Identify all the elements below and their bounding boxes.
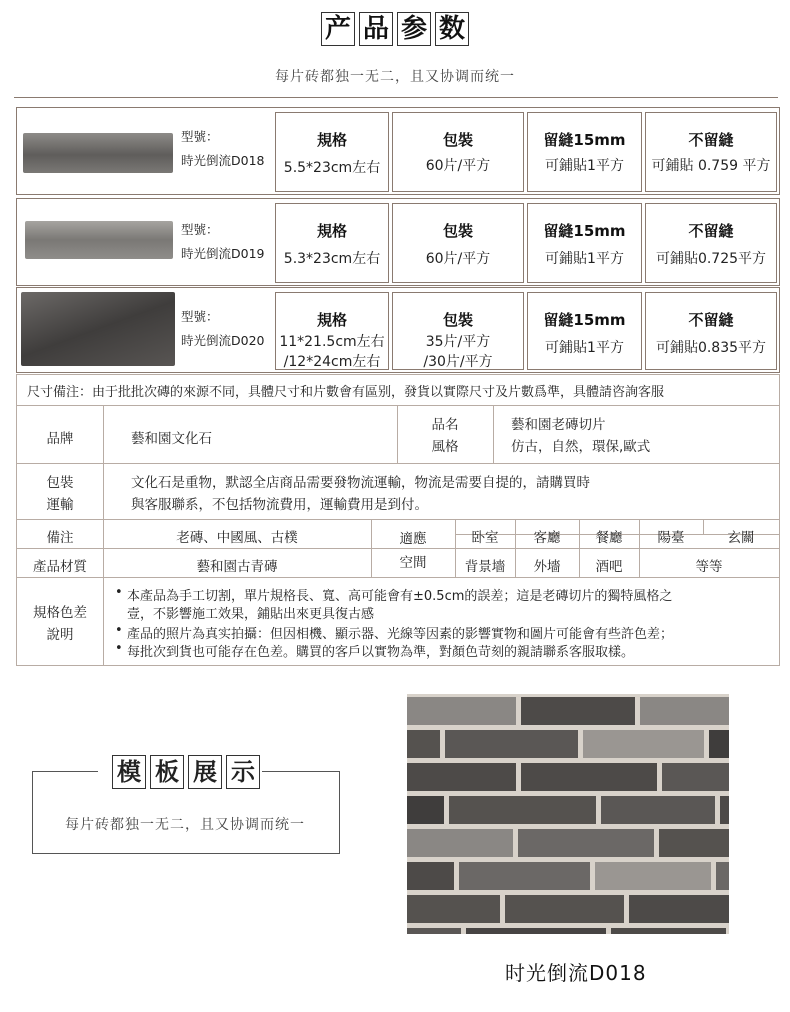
spec-value: /12*24cm左右	[283, 354, 381, 370]
wall-brick	[662, 763, 729, 791]
brick-image	[25, 221, 173, 259]
title-char: 品	[359, 12, 393, 46]
wall-brick	[720, 796, 729, 824]
title-char: 示	[226, 755, 260, 789]
note-line: 每批次到貨也可能存在色差。購買的客戶以實物為準，對顏色苛刻的親請聯系客服取樣。	[127, 645, 635, 660]
brick-image	[23, 133, 173, 173]
pack-cell	[392, 112, 524, 192]
wall-brick	[407, 697, 516, 725]
space-item: 卧室	[471, 530, 499, 546]
wall-brick	[521, 763, 657, 791]
model-name: 時光倒流D020	[181, 333, 265, 348]
spec-value: 5.3*23cm左右	[283, 251, 381, 267]
space-item: 客廳	[533, 530, 561, 546]
gap-value: 可鋪貼1平方	[545, 340, 624, 356]
material-label: 產品材質	[33, 559, 87, 575]
pack-value: 60片/平方	[425, 158, 491, 174]
title-char: 参	[397, 12, 431, 46]
nogap-heading: 不留縫	[688, 222, 734, 240]
note-line: 產品的照片為真实拍攝：但因相機、顯示器、光線等因素的影響實物和圖片可能會有些許色差；	[127, 627, 674, 642]
brick-wall-svg	[407, 694, 729, 934]
brick-wall-image	[407, 694, 729, 934]
pack-value: 60片/平方	[425, 251, 491, 267]
nogap-value: 可鋪貼0.835平方	[655, 340, 767, 356]
wall-brick	[716, 862, 729, 890]
pack-value: /30片/平方	[423, 354, 493, 370]
wall-brick	[407, 829, 513, 857]
remark-label: 備注	[46, 530, 74, 546]
wall-brick	[505, 895, 624, 923]
space-item: 等等	[695, 559, 723, 575]
wall-brick	[611, 928, 726, 934]
title-char: 模	[112, 755, 146, 789]
gap-cell	[527, 292, 642, 370]
wall-brick	[583, 730, 704, 758]
gap-value: 可鋪貼1平方	[545, 158, 624, 174]
nogap-cell	[645, 203, 777, 283]
pack-value: 35片/平方	[425, 334, 491, 350]
nogap-value: 可鋪貼 0.759 平方	[651, 158, 771, 174]
wall-brick	[449, 796, 596, 824]
style-label: 風格	[431, 439, 459, 455]
space-label: 適應	[399, 531, 427, 547]
ship-label: 包裝	[46, 475, 74, 491]
color-label: 說明	[46, 627, 74, 643]
note-line: 壹，不影響施工效果，鋪貼出來更具復古感	[127, 607, 375, 622]
pack-cell	[392, 203, 524, 283]
wall-brick	[466, 928, 606, 934]
space-item: 餐廳	[595, 530, 623, 546]
nogap-heading: 不留縫	[688, 131, 734, 149]
ship-label: 運輸	[46, 497, 74, 513]
pack-heading: 包裝	[442, 311, 473, 329]
product-caption: 时光倒流D018	[505, 961, 647, 985]
wall-brick	[601, 796, 715, 824]
wall-brick	[459, 862, 590, 890]
wall-brick	[407, 862, 454, 890]
product-card-d018	[16, 107, 780, 195]
spec-value: 11*21.5cm左右	[279, 334, 385, 350]
title-char: 数	[435, 12, 469, 46]
ship-text: 文化石是重物，默認全店商品需要發物流運輸，物流是需要自提的，請購買時	[131, 475, 590, 491]
info-table	[16, 374, 780, 666]
wall-brick	[709, 730, 729, 758]
nogap-value: 可鋪貼0.725平方	[655, 251, 767, 267]
space-item: 酒吧	[595, 559, 623, 575]
model-name: 時光倒流D018	[181, 153, 265, 168]
title-char: 板	[150, 755, 184, 789]
gap-heading: 留縫15mm	[543, 311, 626, 329]
pack-heading: 包裝	[442, 131, 473, 149]
space-item: 外墻	[533, 559, 561, 575]
product-card-d019	[16, 198, 780, 286]
template-title	[110, 755, 262, 789]
gap-heading: 留縫15mm	[543, 222, 626, 240]
gap-cell	[527, 112, 642, 192]
model-name: 時光倒流D019	[181, 246, 265, 261]
material-value: 藝和園古青磚	[196, 559, 278, 575]
size-note: 尺寸備注：由于批批次磚的來源不同，具體尺寸和片數會有區别，發貨以實際尺寸及片數爲準，具體請咨詢客服	[27, 385, 665, 400]
spec-cell	[275, 203, 389, 283]
name-value: 藝和園老磚切片	[511, 417, 606, 433]
template-subtitle: 每片砖都独一无二，且又协调而统一	[65, 817, 305, 833]
space-item: 陽臺	[657, 530, 685, 546]
divider	[14, 97, 778, 98]
brand-value: 藝和園文化石	[131, 431, 212, 447]
wall-brick	[521, 697, 635, 725]
brick-image	[21, 292, 175, 366]
color-label: 規格色差	[33, 605, 87, 621]
nogap-cell	[645, 112, 777, 192]
spec-heading: 規格	[316, 311, 347, 329]
nogap-heading: 不留縫	[688, 311, 734, 329]
note-bullet: •	[115, 623, 123, 638]
note-bullet: •	[115, 641, 123, 656]
space-item: 玄關	[727, 530, 755, 546]
title-char: 展	[188, 755, 222, 789]
divider	[32, 771, 98, 772]
gap-value: 可鋪貼1平方	[545, 251, 624, 267]
wall-brick	[659, 829, 729, 857]
spec-cell	[275, 112, 389, 192]
nogap-cell	[645, 292, 777, 370]
space-label: 空間	[399, 555, 427, 571]
wall-brick	[407, 796, 444, 824]
wall-brick	[629, 895, 729, 923]
title-char: 产	[321, 12, 355, 46]
wall-brick	[640, 697, 729, 725]
product-card-d020	[16, 287, 780, 373]
page-title	[0, 12, 790, 46]
spec-value: 5.5*23cm左右	[283, 160, 381, 176]
model-label: 型號：	[181, 309, 219, 324]
pack-cell	[392, 292, 524, 370]
wall-brick	[595, 862, 711, 890]
wall-brick	[518, 829, 654, 857]
wall-brick	[407, 928, 461, 934]
gap-cell	[527, 203, 642, 283]
wall-brick	[445, 730, 578, 758]
note-line: 本產品為手工切割，單片規格長、寬、高可能會有±0.5cm的誤差；這是老磚切片的獨特風格之	[127, 589, 673, 604]
wall-brick	[407, 730, 440, 758]
page-subtitle: 每片砖都独一无二，且又协调而统一	[275, 69, 515, 85]
model-label: 型號：	[181, 129, 219, 144]
note-bullet: •	[115, 585, 123, 600]
model-label: 型號：	[181, 222, 219, 237]
spec-cell	[275, 292, 389, 370]
divider	[262, 771, 339, 772]
gap-heading: 留縫15mm	[543, 131, 626, 149]
wall-brick	[407, 895, 500, 923]
brand-label: 品牌	[46, 431, 74, 447]
spec-heading: 規格	[316, 131, 347, 149]
pack-heading: 包裝	[442, 222, 473, 240]
space-item: 背景墻	[464, 559, 506, 575]
name-label: 品名	[431, 417, 459, 433]
spec-heading: 規格	[316, 222, 347, 240]
style-value: 仿古，自然，環保,歐式	[511, 439, 651, 455]
wall-brick	[407, 763, 516, 791]
ship-text: 與客服聯系，不包括物流費用，運輸費用是到付。	[131, 497, 428, 513]
remark-value: 老磚、中國風、古樸	[176, 530, 298, 546]
